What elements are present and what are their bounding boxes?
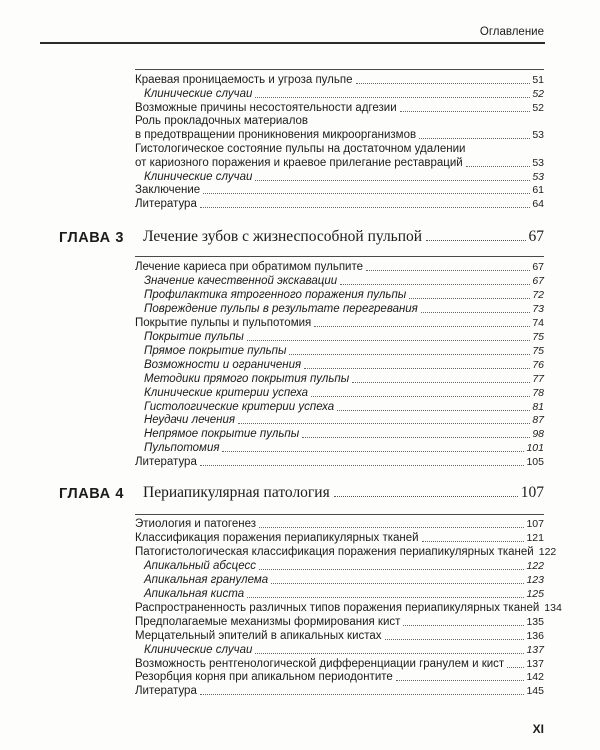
toc-page-number: 142 bbox=[526, 671, 544, 684]
dot-leader bbox=[340, 284, 530, 285]
toc-entry-title: Литература bbox=[135, 685, 197, 698]
dot-leader bbox=[419, 138, 530, 139]
toc-subentry[interactable] bbox=[144, 344, 544, 358]
dot-leader bbox=[421, 312, 530, 313]
chapter-3-heading[interactable] bbox=[59, 228, 544, 252]
toc-entry-title: Покрытие пульпы и пульпотомия bbox=[135, 316, 312, 329]
toc-entry[interactable] bbox=[135, 629, 544, 643]
toc-page-number: 75 bbox=[532, 330, 544, 343]
toc-entry[interactable] bbox=[135, 197, 544, 211]
dot-leader bbox=[238, 423, 530, 424]
toc-entry[interactable] bbox=[135, 455, 544, 469]
toc-entry[interactable] bbox=[135, 260, 544, 274]
toc-page-number: 74 bbox=[532, 316, 544, 329]
toc-subentry[interactable] bbox=[144, 302, 544, 316]
dot-leader bbox=[203, 193, 530, 194]
toc-entry[interactable] bbox=[135, 545, 557, 559]
header-divider bbox=[40, 42, 545, 44]
chapter-title: Периапикулярная патология bbox=[143, 484, 330, 501]
chapter-title: Лечение зубов с жизнеспособной пульпой bbox=[143, 228, 423, 245]
chapter-page-number: 67 bbox=[528, 228, 544, 245]
toc-page-number: 67 bbox=[532, 261, 544, 273]
toc-subentry[interactable] bbox=[144, 330, 544, 344]
toc-entry[interactable] bbox=[135, 316, 544, 330]
chapter-title-line bbox=[143, 484, 544, 502]
toc-entry[interactable] bbox=[135, 657, 544, 671]
toc-entry-title: Клинические критерии успеха bbox=[144, 386, 309, 399]
toc-section-chapter-2-continued bbox=[135, 69, 544, 211]
dot-leader bbox=[259, 527, 524, 528]
toc-page-number: 73 bbox=[532, 302, 544, 315]
dot-leader bbox=[356, 83, 531, 84]
toc-entry[interactable] bbox=[135, 73, 544, 87]
dot-leader bbox=[304, 368, 530, 369]
toc-entry-title: Мерцательный эпителий в апикальных кистах bbox=[135, 629, 382, 642]
toc-entry-title: Апикальная киста bbox=[144, 587, 245, 600]
toc-page-number: 145 bbox=[526, 685, 544, 698]
toc-subentry[interactable] bbox=[144, 372, 544, 386]
dot-leader bbox=[396, 680, 525, 681]
toc-page-number: 52 bbox=[532, 101, 544, 114]
toc-entry[interactable] bbox=[135, 684, 544, 698]
dot-leader bbox=[255, 97, 530, 98]
dot-leader bbox=[314, 326, 530, 327]
dot-leader bbox=[222, 451, 524, 452]
toc-entry-title: Литература bbox=[135, 198, 197, 211]
toc-entry-title: Повреждение пульпы в результате перегревания bbox=[144, 302, 418, 315]
toc-section-chapter-3 bbox=[135, 256, 544, 469]
toc-page-number: 137 bbox=[526, 643, 544, 656]
dot-leader bbox=[200, 694, 525, 695]
dot-leader bbox=[409, 298, 530, 299]
toc-subentry[interactable] bbox=[144, 358, 544, 372]
toc-section-chapter-4 bbox=[135, 514, 562, 711]
toc-entry-title: Краевая проницаемость и угроза пульпе bbox=[135, 74, 353, 86]
toc-page-number: 52 bbox=[532, 87, 544, 100]
toc-entry[interactable] bbox=[135, 156, 544, 170]
toc-subentry[interactable] bbox=[144, 170, 544, 184]
dot-leader bbox=[385, 639, 525, 640]
dot-leader bbox=[289, 354, 530, 355]
toc-page-number: 134 bbox=[544, 601, 562, 614]
chapter-title-line bbox=[143, 228, 544, 246]
toc-subentry[interactable] bbox=[144, 87, 544, 101]
dot-leader bbox=[247, 597, 524, 598]
toc-page-number: 98 bbox=[532, 428, 544, 441]
toc-page-number: 67 bbox=[532, 274, 544, 287]
dot-leader bbox=[403, 625, 524, 626]
toc-subentry[interactable] bbox=[144, 587, 544, 601]
toc-entry-title: Профилактика ятрогенного поражения пульпы bbox=[144, 288, 407, 301]
dot-leader bbox=[466, 166, 531, 167]
toc-subentry[interactable] bbox=[144, 386, 544, 400]
dot-leader bbox=[255, 180, 530, 181]
toc-entry-title: Методики прямого покрытия пульпы bbox=[144, 372, 350, 385]
toc-subentry[interactable] bbox=[144, 559, 544, 573]
toc-entry-title: Классификация поражения периапикулярных тканей bbox=[135, 531, 419, 544]
toc-page-number: 61 bbox=[532, 184, 544, 197]
toc-subentry[interactable] bbox=[144, 427, 544, 441]
toc-entry-title: Литература bbox=[135, 456, 197, 469]
dot-leader bbox=[507, 667, 524, 668]
toc-subentry[interactable] bbox=[144, 288, 544, 302]
toc-entry-title: Лечение кариеса при обратимом пульпите bbox=[135, 261, 364, 273]
toc-entry[interactable] bbox=[135, 670, 544, 684]
dot-leader bbox=[200, 207, 530, 208]
toc-entry-title: Апикальная гранулема bbox=[144, 573, 269, 586]
toc-subentry[interactable] bbox=[144, 441, 544, 455]
dot-leader bbox=[259, 569, 525, 570]
chapter-page-number: 107 bbox=[520, 484, 544, 501]
toc-entry[interactable] bbox=[135, 101, 544, 115]
toc-page-number: 122 bbox=[526, 559, 544, 572]
toc-entry-title: Неудачи лечения bbox=[144, 414, 236, 427]
toc-page-number: 53 bbox=[532, 129, 544, 142]
toc-subentry[interactable] bbox=[144, 643, 544, 657]
toc-entry-title-line: Гистологическое состояние пульпы на достаточном удалении bbox=[135, 143, 466, 155]
dot-leader bbox=[271, 583, 524, 584]
toc-entry[interactable] bbox=[135, 601, 562, 615]
toc-subentry[interactable] bbox=[144, 274, 544, 288]
toc-entry-title: Клинические случаи bbox=[144, 170, 253, 183]
toc-entry-title: Пульпотомия bbox=[144, 442, 220, 455]
toc-page-number: 136 bbox=[526, 629, 544, 642]
toc-entry[interactable] bbox=[135, 517, 544, 531]
toc-page-number: 81 bbox=[532, 400, 544, 413]
toc-page-number: 64 bbox=[532, 198, 544, 211]
toc-entry-title: Возможности и ограничения bbox=[144, 358, 302, 371]
toc-page-number: 137 bbox=[526, 657, 544, 670]
dot-leader bbox=[200, 465, 525, 466]
dot-leader bbox=[426, 240, 525, 241]
toc-entry-title: Покрытие пульпы bbox=[144, 330, 244, 343]
toc-page-number: 75 bbox=[532, 344, 544, 357]
toc-entry-title: Заключение bbox=[135, 184, 201, 197]
toc-entry[interactable] bbox=[135, 531, 544, 545]
dot-leader bbox=[400, 111, 531, 112]
dot-leader bbox=[255, 653, 524, 654]
toc-page-number: 78 bbox=[532, 386, 544, 399]
toc-page-number: 125 bbox=[526, 587, 544, 600]
dot-leader bbox=[311, 396, 530, 397]
running-header: Оглавление bbox=[479, 26, 544, 38]
toc-page-number: 123 bbox=[526, 573, 544, 586]
toc-page-number: 121 bbox=[526, 531, 544, 544]
toc-subentry[interactable] bbox=[144, 400, 544, 414]
toc-page-number: 107 bbox=[526, 518, 544, 530]
toc-entry[interactable] bbox=[135, 615, 544, 629]
toc-page-number: 101 bbox=[526, 442, 544, 455]
toc-subentry[interactable] bbox=[144, 413, 544, 427]
toc-page-number: 76 bbox=[532, 358, 544, 371]
chapter-4-heading[interactable] bbox=[59, 484, 544, 508]
dot-leader bbox=[366, 270, 530, 271]
toc-entry-title: Значение качественной экскавации bbox=[144, 274, 338, 287]
toc-page-number: 72 bbox=[532, 288, 544, 301]
dot-leader bbox=[247, 340, 530, 341]
toc-entry[interactable] bbox=[135, 183, 544, 197]
page-number: XI bbox=[532, 722, 544, 736]
toc-entry-title-line: Роль прокладочных материалов bbox=[135, 115, 309, 128]
toc-entry-title: Клинические случаи bbox=[144, 643, 253, 656]
toc-entry-title: Непрямое покрытие пульпы bbox=[144, 428, 300, 441]
toc-entry-title: Клинические случаи bbox=[144, 87, 253, 100]
toc-page-number: 122 bbox=[538, 545, 557, 558]
toc-entry-title: от кариозного поражения и краевое прилегание реставраций bbox=[135, 156, 463, 169]
toc-entry[interactable] bbox=[135, 128, 544, 142]
toc-page-number: 51 bbox=[532, 74, 544, 86]
toc-entry-title: Предполагаемые механизмы формирования кист bbox=[135, 615, 401, 628]
toc-entry-title: Гистологические критерии успеха bbox=[144, 400, 335, 413]
dot-leader bbox=[334, 496, 518, 497]
toc-entry-title: Апикальный абсцесс bbox=[144, 559, 256, 572]
dot-leader bbox=[352, 382, 530, 383]
toc-entry-title: Резорбция корня при апикальном периодонтите bbox=[135, 671, 393, 684]
toc-page-number: 135 bbox=[526, 615, 544, 628]
dot-leader bbox=[337, 410, 530, 411]
toc-entry-title: Этиология и патогенез bbox=[135, 518, 257, 530]
dot-leader bbox=[422, 541, 525, 542]
toc-entry-title: в предотвращении проникновения микроорганизмов bbox=[135, 129, 417, 142]
chapter-label: ГЛАВА 4 bbox=[59, 486, 125, 502]
toc-page-number: 87 bbox=[532, 414, 544, 427]
toc-entry-title: Распространенность различных типов поражения периапикулярных тканей bbox=[135, 601, 540, 614]
chapter-label: ГЛАВА 3 bbox=[59, 230, 125, 246]
toc-entry-title: Возможные причины несостоятельности адгезии bbox=[135, 101, 397, 114]
dot-leader bbox=[302, 437, 530, 438]
toc-page-number: 77 bbox=[532, 372, 544, 385]
toc-page-number: 53 bbox=[532, 170, 544, 183]
toc-entry-title: Возможность рентгенологической дифференциации гранулем и кист bbox=[135, 657, 505, 670]
toc-entry-title: Патогистологическая классификация поражения периапикулярных тканей bbox=[135, 545, 534, 558]
toc-page-number: 105 bbox=[526, 456, 544, 469]
toc-subentry[interactable] bbox=[144, 573, 544, 587]
toc-page-number: 53 bbox=[532, 156, 544, 169]
toc-entry-title: Прямое покрытие пульпы bbox=[144, 344, 287, 357]
